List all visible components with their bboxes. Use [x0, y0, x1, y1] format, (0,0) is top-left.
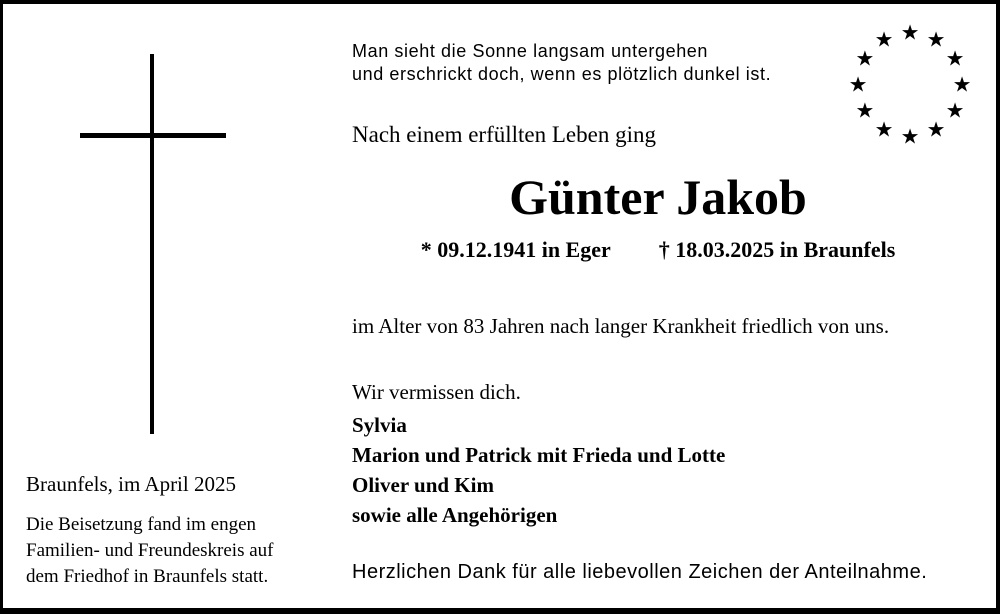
star-icon: ★: [926, 27, 946, 52]
obituary-content: [3, 4, 996, 608]
star-ring-icon: [840, 15, 980, 155]
star-icon: ★: [900, 20, 920, 45]
star-icon: ★: [952, 72, 972, 97]
burial-note: [26, 512, 273, 590]
mourner-line: Marion und Patrick mit Frieda und Lotte: [352, 443, 726, 467]
death-date: † 18.03.2025 in Braunfels: [658, 237, 896, 262]
star-icon: ★: [926, 117, 946, 142]
star-icon: ★: [874, 27, 894, 52]
age-line: im Alter von 83 Jahren nach langer Krankheit friedlich von uns.: [352, 314, 890, 338]
mourner-line: Oliver und Kim: [352, 473, 494, 497]
epigraph: [352, 40, 771, 86]
epigraph-line: und erschrickt doch, wenn es plötzlich dunkel ist.: [352, 64, 772, 84]
place-and-date: Braunfels, im April 2025: [26, 472, 236, 496]
burial-note-line: dem Friedhof in Braunfels statt.: [26, 566, 269, 587]
thanks-line: Herzlichen Dank für alle liebevollen Zeichen der Anteilnahme.: [352, 561, 928, 583]
burial-note-line: Familien- und Freundeskreis auf: [26, 540, 274, 561]
cross-vertical-bar: [150, 54, 154, 434]
star-icon: ★: [874, 117, 894, 142]
star-icon: ★: [945, 98, 965, 123]
star-icon: ★: [855, 98, 875, 123]
star-icon: ★: [855, 46, 875, 71]
life-dates: [352, 237, 964, 263]
star-icon: ★: [900, 124, 920, 149]
star-icon: ★: [945, 46, 965, 71]
mourners-list: [352, 410, 725, 530]
intro-line: Nach einem erfüllten Leben ging: [352, 122, 656, 147]
star-icon: ★: [848, 72, 868, 97]
missing-line: Wir vermissen dich.: [352, 380, 521, 404]
mourner-line: Sylvia: [352, 413, 407, 437]
deceased-name: Günter Jakob: [509, 169, 807, 225]
birth-date: * 09.12.1941 in Eger: [420, 237, 611, 262]
epigraph-line: Man sieht die Sonne langsam untergehen: [352, 41, 709, 61]
cross-horizontal-bar: [80, 133, 226, 138]
burial-note-line: Die Beisetzung fand im engen: [26, 514, 257, 535]
mourner-line: sowie alle Angehörigen: [352, 503, 558, 527]
